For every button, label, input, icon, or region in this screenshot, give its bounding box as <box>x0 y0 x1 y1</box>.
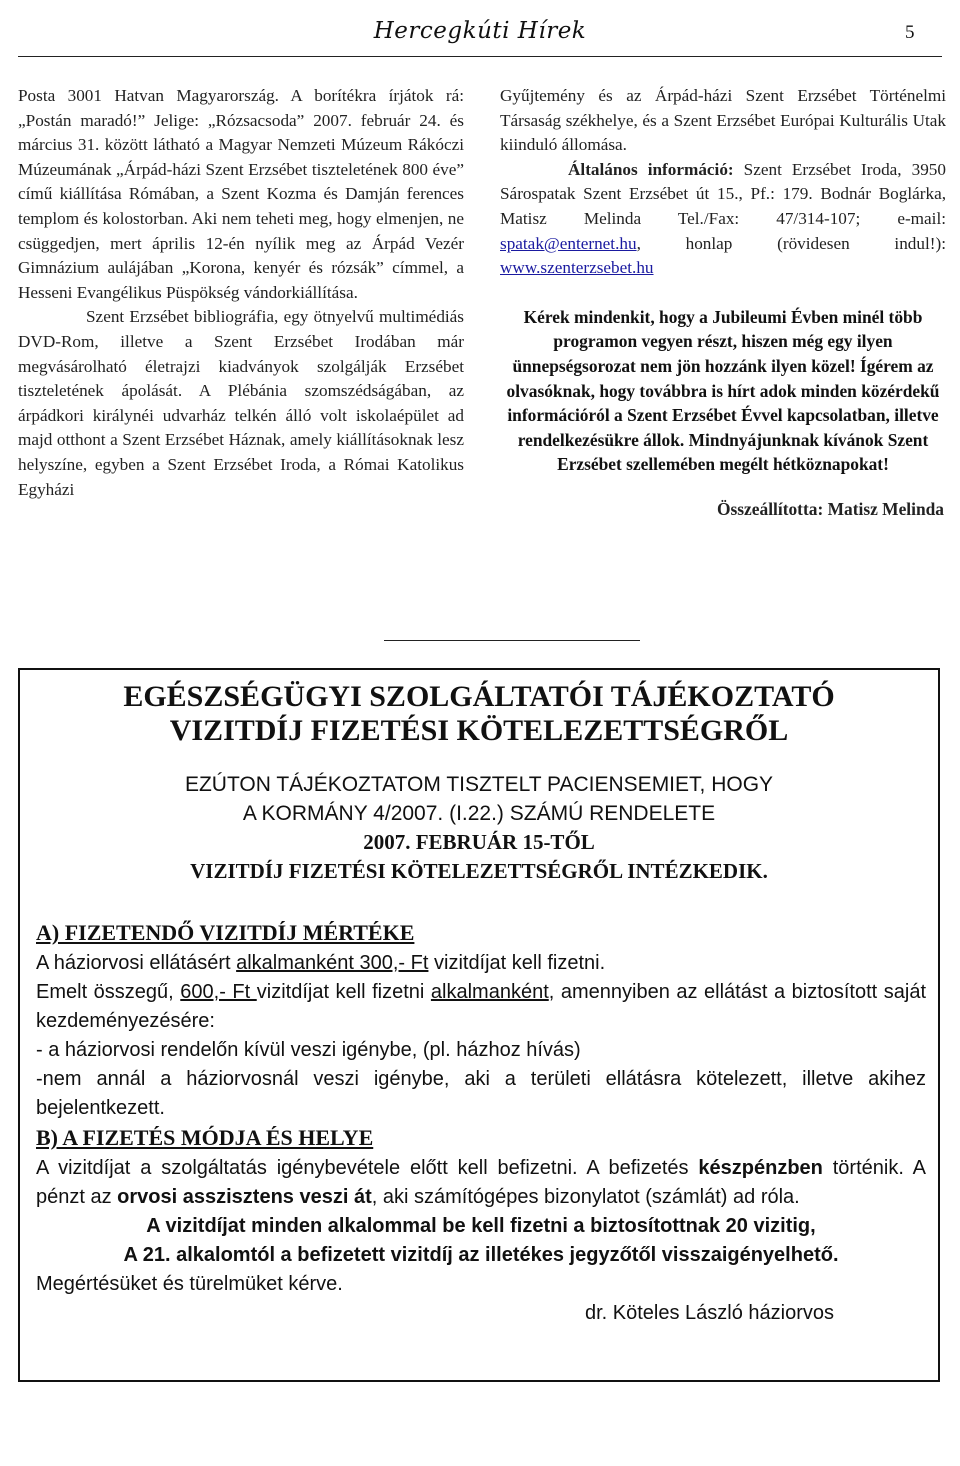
section-a-line1 <box>36 949 926 978</box>
doctor-signature: dr. Köteles László háziorvos <box>584 1302 834 1324</box>
raised-fee-end: , amennyiben az ellátást a biztosított saját kezdeményezésére: <box>36 981 927 1032</box>
bold-rule-2: A 21. alkalomtól a befizetett vizitdíj az illetékes jegyzőtől visszaigényelhető. <box>123 1244 839 1266</box>
payment-text-end: történik. <box>822 1157 904 1179</box>
email-link[interactable]: spatak@enternet.hu <box>500 233 637 253</box>
info-text-1: Szent Erzsébet Iroda, 3950 Sárospatak Szent Erzsébet út 15., Pf.: 179. Bodnár Boglárka, Matisz Melinda Tel./Fax: 47/314-107; e-mail: <box>500 159 946 228</box>
notice-title-line1: EGÉSZSÉGÜGYI SZOLGÁLTATÓI TÁJÉKOZTATÓ <box>123 680 835 713</box>
raised-fee-amount: 600,- Ft <box>180 981 257 1003</box>
intro-line-4: VIZITDÍJ FIZETÉSI KÖTELEZETTSÉGRŐL INTÉZKEDIK. <box>190 859 768 883</box>
section-b-paragraph <box>36 1154 926 1212</box>
bold-rule-1: A vizitdíjat minden alkalommal be kell fizetni a biztosítottnak 20 vizitig, <box>146 1215 816 1237</box>
intro-line-1: EZÚTON TÁJÉKOZTATOM TISZTELT PACIENSEMIET, HOGY <box>184 773 774 796</box>
health-notice-box <box>18 668 940 1382</box>
section-divider <box>384 640 640 641</box>
header-divider <box>18 56 942 57</box>
closing-text: Megértésüket és türelmüket kérve. <box>36 1273 343 1295</box>
article-paragraph-2: Szent Erzsébet bibliográfia, egy ötnyelvű multimédiás DVD-Rom, illetve a Szent Erzsébet Irodában már megvásárolható életrajzi kiadványok szolgálják Erzsébet tiszteletének ápolását. A Plébánia szomszédságában, az árpádkori királynéi udvarház telkén álló volt iskolaépület ad majd otthont a Szent Erzsébet Háznak, amely kiállításoknak lesz helyszíne, egyben a Szent Erzsébet Iroda, a Római Katolikus Egyházi <box>18 307 464 499</box>
fee-text-end: vizitdíjat kell fizetni. <box>428 952 606 974</box>
fee-text: A háziorvosi ellátásért <box>36 952 237 974</box>
fee-amount: alkalmanként 300,- Ft <box>236 952 429 974</box>
raised-fee-frequency: alkalmanként <box>430 981 549 1003</box>
newsletter-title: Hercegkúti Hírek <box>373 18 587 44</box>
left-column <box>18 84 464 502</box>
assistant-bold: orvosi asszisztens veszi át <box>117 1186 372 1208</box>
raised-fee-text: Emelt összegű, <box>36 981 181 1003</box>
raised-fee-mid: vizitdíjat kell fizetni <box>256 981 431 1003</box>
section-a-heading: A) FIZETENDŐ VIZITDÍJ MÉRTÉKE <box>36 920 415 945</box>
notice-intro <box>20 770 938 886</box>
right-column <box>500 84 946 522</box>
intro-line-2: A KORMÁNY 4/2007. (I.22.) SZÁMÚ RENDELETE <box>242 802 716 825</box>
payment-cash: készpénzben <box>698 1157 823 1179</box>
appeal-text: Kérek mindenkit, hogy a Jubileumi Évben minél több programon vegyen részt, hiszen még egy ilyen ünnepségsorozat nem jön hozzánk ilyen közel! Ígérem az olvasóknak, hogy továbbra is hírt adok minden közérdekű információról a Szent Erzsébet Évvel kapcsolatban, illetve rendelkezésükre állok. Mindnyájunknak kívánok Szent Erzsébet szellemében megélt hétköznapokat! <box>506 306 940 475</box>
article-paragraph-3: Gyűjtemény és az Árpád-házi Szent Erzsébet Történelmi Társaság székhelye, és a Szent Erzsébet Európai Kulturális Utak kiinduló állomása. <box>500 86 946 155</box>
info-text-2: , honlap (rövidesen indul!): <box>636 233 946 253</box>
page-number: 5 <box>905 22 915 43</box>
notice-body <box>36 918 926 1328</box>
condition-item-2: -nem annál a háziorvosnál veszi igénybe, aki a területi ellátásra kötelezett, illetve akihez bejelentkezett. <box>36 1068 926 1119</box>
section-a-line2 <box>36 978 926 1036</box>
intro-line-3: 2007. FEBRUÁR 15-TŐL <box>363 830 595 854</box>
info-label: Általános információ: <box>568 159 734 179</box>
notice-title-line2: VIZITDÍJ FIZETÉSI KÖTELEZETTSÉGRŐL <box>169 714 789 747</box>
condition-item-1: - a háziorvosi rendelőn kívül veszi igénybe, (pl. házhoz hívás) <box>36 1039 581 1061</box>
section-b-heading: B) A FIZETÉS MÓDJA ÉS HELYE <box>36 1125 374 1150</box>
assistant-text-end: , aki számítógépes bizonylatot (számlát) ad róla. <box>371 1186 800 1208</box>
article-paragraph-1: Posta 3001 Hatvan Magyarország. A borítékra írjátok rá: „Postán maradó!” Jelige: „Rózsacsoda” 2007. február 24. és március 31. között látható a Magyar Nemzeti Múzeum Rákóczi Múzeumának „Árpád-házi Szent Erzsébet tiszteletének 800 éve” című kiállítása Rómában, a Szent Kozma és Damján ferences templom és kolostorban. Aki nem teheti meg, hogy elmenjen, ne csüggedjen, mert április 12-én nyílik meg az Árpád Vezér Gimnázium aulájában „Korona, kenyér és rózsák” címmel, a Hesseni Evangélikus Püspökség vándorkiállítása. <box>18 86 464 302</box>
contact-info <box>500 158 946 281</box>
payment-text: A vizitdíjat a szolgáltatás igénybevétele előtt kell befizetni. A befizetés <box>36 1157 699 1179</box>
website-link[interactable]: www.szenterzsebet.hu <box>500 258 654 278</box>
author-signoff: Összeállította: Matisz Melinda <box>717 498 944 519</box>
assistant-text: A pénzt az <box>36 1157 926 1208</box>
